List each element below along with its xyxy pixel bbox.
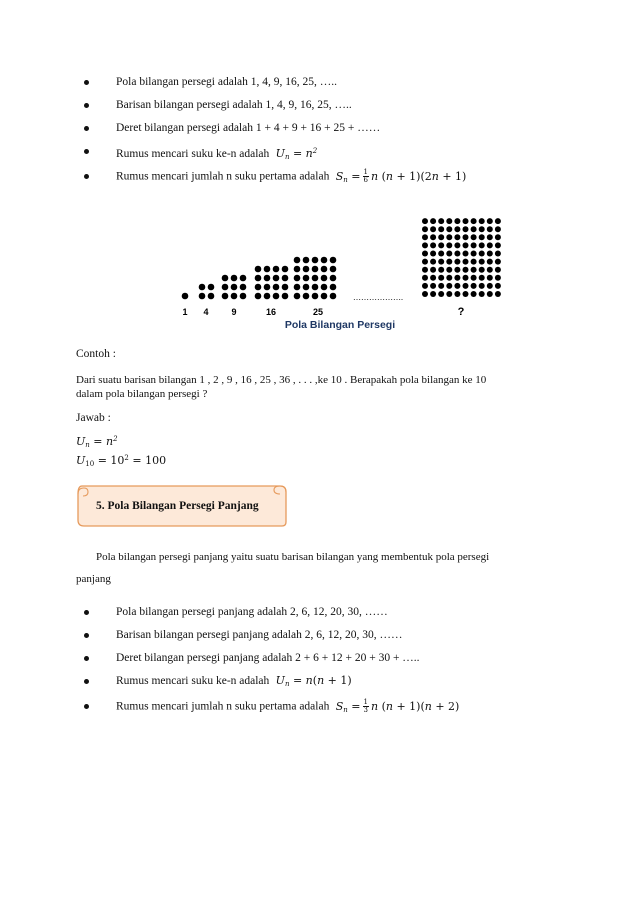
- pattern-dot: [479, 226, 485, 232]
- pattern-dot: [294, 293, 301, 300]
- pattern-dot: [463, 242, 469, 248]
- pattern-dot: [294, 257, 301, 264]
- pattern-dot: [463, 259, 469, 265]
- pattern-dot: [438, 291, 444, 297]
- pattern-dot: [231, 284, 238, 291]
- intro-line1: Pola bilangan persegi panjang yaitu suatu barisan bilangan yang membentuk pola persegi: [96, 551, 490, 563]
- figure-label: 9: [231, 307, 237, 317]
- pattern-dot: [479, 259, 485, 265]
- pattern-dot: [463, 267, 469, 273]
- pattern-dot: [282, 284, 289, 291]
- pattern-dot: [273, 266, 280, 273]
- figure-caption: Pola Bilangan Persegi: [284, 319, 396, 331]
- pattern-dot: [312, 266, 319, 273]
- formula-sn: $S_n$ = $\frac{1}{3}$ n (n + 1)(n + 2): [332, 698, 460, 714]
- pattern-dot: [487, 275, 493, 281]
- pattern-dot: [430, 234, 436, 240]
- pattern-dot: [430, 267, 436, 273]
- pattern-dot: [222, 275, 229, 282]
- pattern-dot: [430, 275, 436, 281]
- pattern-dot: [438, 242, 444, 248]
- pattern-dot: [471, 242, 477, 248]
- pattern-dot: [487, 251, 493, 257]
- pattern-dot: [430, 218, 436, 224]
- pattern-dot: [471, 234, 477, 240]
- pattern-dot: [273, 293, 280, 300]
- item-text: Rumus mencari jumlah n suku pertama adalah: [116, 170, 330, 183]
- formula-un: $U_n = n^2$: [272, 147, 318, 161]
- pattern-dot: [282, 293, 289, 300]
- pattern-dot: [303, 266, 310, 273]
- formula-sn: $S_n$ = $\frac{1}{6}$ n (n + 1)(2n + 1): [332, 168, 467, 184]
- pattern-dot: [430, 283, 436, 289]
- pattern-dot: [454, 251, 460, 257]
- pattern-dot: [438, 226, 444, 232]
- pattern-dot: [312, 275, 319, 282]
- pattern-dot: [264, 275, 271, 282]
- pattern-dot: [430, 242, 436, 248]
- pattern-dot: [471, 291, 477, 297]
- bullet-icon: [84, 633, 89, 638]
- pattern-dot: [479, 251, 485, 257]
- pattern-dot: [264, 284, 271, 291]
- pattern-dot: [312, 293, 319, 300]
- pattern-dot: [487, 291, 493, 297]
- pattern-dot: [422, 226, 428, 232]
- bullet-icon: [84, 679, 89, 684]
- pattern-dot: [479, 234, 485, 240]
- pattern-dot: [321, 275, 328, 282]
- figure-label: 1: [182, 307, 188, 317]
- pattern-dot: [422, 218, 428, 224]
- formula-un: $U_n = n(n + 1)$: [272, 674, 352, 688]
- item-text: Rumus mencari jumlah n suku pertama adalah: [116, 700, 330, 713]
- bullet-icon: [84, 610, 89, 615]
- pattern-dot: [255, 293, 262, 300]
- pattern-dot: [446, 275, 452, 281]
- pattern-dot: [422, 267, 428, 273]
- pattern-dot: [330, 293, 337, 300]
- pattern-dot: [294, 275, 301, 282]
- pattern-dot: [479, 291, 485, 297]
- pattern-dot: [255, 284, 262, 291]
- pattern-dot: [495, 234, 501, 240]
- pattern-dot: [273, 284, 280, 291]
- pattern-dot: [463, 283, 469, 289]
- pattern-dot: [495, 226, 501, 232]
- pattern-dot: [422, 251, 428, 257]
- pattern-dot: [330, 275, 337, 282]
- pattern-dot: [422, 275, 428, 281]
- pattern-dot: [463, 291, 469, 297]
- pattern-dot: [454, 234, 460, 240]
- pattern-dot: [487, 234, 493, 240]
- figure-label: 4: [203, 307, 209, 317]
- pattern-dot: [430, 259, 436, 265]
- pattern-dot: [321, 293, 328, 300]
- pattern-dot: [454, 283, 460, 289]
- pattern-dot: [240, 293, 247, 300]
- figure-label: 25: [312, 307, 324, 317]
- pattern-dot: [454, 218, 460, 224]
- pattern-dot: [273, 275, 280, 282]
- pattern-dot: [330, 284, 337, 291]
- pattern-dot: [231, 293, 238, 300]
- pattern-dot: [264, 266, 271, 273]
- pattern-dot: [330, 257, 337, 264]
- pattern-dot: [454, 259, 460, 265]
- pattern-dot: [446, 291, 452, 297]
- pattern-dot: [446, 242, 452, 248]
- example-heading: Contoh :: [76, 348, 116, 360]
- pattern-dot: [294, 284, 301, 291]
- pattern-dot: [454, 226, 460, 232]
- pattern-dot: [479, 267, 485, 273]
- pattern-dot: [438, 218, 444, 224]
- pattern-dot: [303, 284, 310, 291]
- pattern-dot: [438, 234, 444, 240]
- pattern-dot: [303, 275, 310, 282]
- pattern-dot: [303, 293, 310, 300]
- pattern-dot: [255, 266, 262, 273]
- pattern-dot: [495, 251, 501, 257]
- pattern-dot: [479, 283, 485, 289]
- pattern-dot: [463, 218, 469, 224]
- pattern-dot: [438, 283, 444, 289]
- pattern-dot: [208, 284, 215, 291]
- pattern-dot: [471, 226, 477, 232]
- pattern-dot: [487, 242, 493, 248]
- dot-groups: [182, 218, 501, 299]
- pattern-dot: [321, 257, 328, 264]
- pattern-dot: [422, 291, 428, 297]
- answer-label: Jawab :: [76, 412, 111, 424]
- pattern-dot: [454, 291, 460, 297]
- figure-label: ?: [457, 306, 465, 318]
- pattern-dot: [422, 234, 428, 240]
- pattern-dot: [471, 267, 477, 273]
- pattern-dot: [495, 259, 501, 265]
- pattern-dot: [422, 283, 428, 289]
- pattern-dot: [312, 257, 319, 264]
- pattern-dot: [487, 283, 493, 289]
- pattern-dot: [495, 242, 501, 248]
- pattern-dot: [471, 259, 477, 265]
- pattern-dot: [438, 259, 444, 265]
- pattern-dot: [495, 283, 501, 289]
- pattern-dot: [240, 284, 247, 291]
- pattern-dot: [255, 275, 262, 282]
- pattern-dot: [471, 283, 477, 289]
- pattern-dot: [422, 242, 428, 248]
- square-pattern-figure: [0, 0, 638, 340]
- example-question-line1: Dari suatu barisan bilangan 1 , 2 , 9 , 16 , 25 , 36 , . . . ,ke 10 . Berapakah pola bilangan ke 10: [76, 374, 487, 386]
- pattern-dot: [463, 275, 469, 281]
- pattern-dot: [454, 267, 460, 273]
- intro-line2: panjang: [76, 573, 111, 585]
- pattern-dot: [438, 251, 444, 257]
- figure-ellipsis: ……………….: [353, 293, 403, 302]
- pattern-dot: [446, 226, 452, 232]
- pattern-dot: [222, 293, 229, 300]
- pattern-dot: [463, 226, 469, 232]
- pattern-dot: [479, 275, 485, 281]
- pattern-dot: [479, 218, 485, 224]
- pattern-dot: [454, 275, 460, 281]
- bullet-icon: [84, 656, 89, 661]
- pattern-dot: [495, 291, 501, 297]
- pattern-dot: [222, 284, 229, 291]
- document-page: Pola bilangan persegi adalah 1, 4, 9, 16, 25, ….. Barisan bilangan persegi adalah 1, 4, 9, 16, 25, ….. Deret bilangan persegi adalah 1 + 4 + 9 + 16 + 25 + …… Rumus mencari suku ke-n adalah $U_n = n^2$ Rumus mencari jumlah n suku pertama adalah $S_n$ = $\frac{1}{6}$ n (n + 1)(2n + 1) 1 4 9 16 25 ………………. ? Pola Bilangan Persegi Contoh : Dari suatu barisan bilangan 1 , 2 , 9 , 16 , 25 , 36 , . . . ,ke 10 . Berapakah pola bilangan ke 10 dalam pola bilangan persegi ? Jawab : $U_n = n^2$ $U_{10} = 10^2 = 100$ 5. Pola Bilangan Persegi Panjang Pola bilangan persegi panjang yaitu suatu barisan bilangan yang membentuk pola persegi panjang Pola bilangan persegi panjang adalah 2, 6, 12, 20, 30, …… Barisan bilangan persegi panjang adalah 2, 6, 12, 20, 30, …… Deret bilangan persegi panjang adalah 2 + 6 + 12 + 20 + 30 + ….. Rumus mencari suku ke-n adalah $U_n = n(n + 1)$ Rumus mencari jumlah n suku pertama adalah $S_n$ = $\frac{1}{3}$ n (n + 1)(n + 2): [0, 0, 638, 903]
- pattern-dot: [495, 267, 501, 273]
- pattern-dot: [321, 266, 328, 273]
- pattern-dot: [454, 242, 460, 248]
- answer-formula-1: $U_n = n^2$: [76, 435, 118, 449]
- pattern-dot: [264, 293, 271, 300]
- answer-formula-2: $U_{10} = 10^2 = 100$: [76, 454, 167, 468]
- item-text: Rumus mencari suku ke-n adalah: [116, 148, 270, 160]
- pattern-dot: [430, 226, 436, 232]
- pattern-dot: [430, 291, 436, 297]
- pattern-dot: [446, 218, 452, 224]
- section-title: 5. Pola Bilangan Persegi Panjang: [96, 500, 259, 512]
- pattern-dot: [438, 267, 444, 273]
- pattern-dot: [231, 275, 238, 282]
- pattern-dot: [330, 266, 337, 273]
- pattern-dot: [240, 275, 247, 282]
- pattern-dot: [446, 283, 452, 289]
- pattern-dot: [495, 275, 501, 281]
- pattern-dot: [303, 257, 310, 264]
- pattern-dot: [422, 259, 428, 265]
- pattern-dot: [282, 266, 289, 273]
- pattern-dot: [446, 251, 452, 257]
- pattern-dot: [446, 234, 452, 240]
- pattern-dot: [471, 251, 477, 257]
- pattern-dot: [495, 218, 501, 224]
- pattern-dot: [479, 242, 485, 248]
- pattern-dot: [446, 259, 452, 265]
- pattern-dot: [208, 293, 215, 300]
- bullet-icon: [84, 704, 89, 709]
- pattern-dot: [312, 284, 319, 291]
- pattern-dot: [487, 218, 493, 224]
- pattern-dot: [182, 293, 189, 300]
- example-question-line2: dalam pola bilangan persegi ?: [76, 388, 208, 400]
- pattern-dot: [471, 218, 477, 224]
- pattern-dot: [430, 251, 436, 257]
- pattern-dot: [282, 275, 289, 282]
- pattern-dot: [463, 251, 469, 257]
- pattern-dot: [471, 275, 477, 281]
- pattern-dot: [199, 284, 206, 291]
- pattern-dot: [487, 267, 493, 273]
- pattern-dot: [463, 234, 469, 240]
- pattern-dot: [438, 275, 444, 281]
- item-text: Rumus mencari suku ke-n adalah: [116, 675, 270, 687]
- pattern-dot: [487, 259, 493, 265]
- pattern-dot: [446, 267, 452, 273]
- pattern-dot: [199, 293, 206, 300]
- pattern-dot: [321, 284, 328, 291]
- pattern-dot: [294, 266, 301, 273]
- figure-label: 16: [265, 307, 277, 317]
- pattern-dot: [487, 226, 493, 232]
